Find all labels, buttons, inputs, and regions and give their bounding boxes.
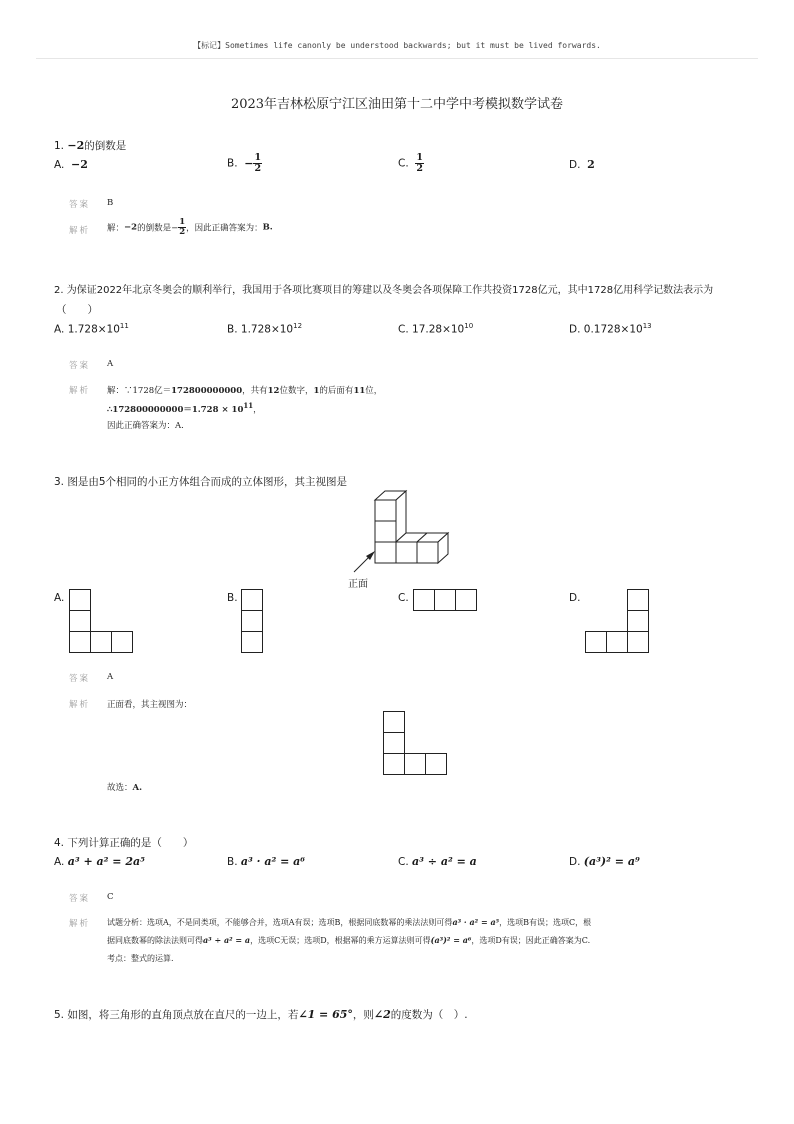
q1-option-d[interactable] xyxy=(569,158,595,171)
q1-option-c-fraction: $\frac{1}{2}$ xyxy=(416,152,423,174)
q1-option-a-value: −2 xyxy=(71,158,88,171)
q1-analysis-label: 解析 xyxy=(69,226,91,236)
q4-option-b[interactable]: B. a³ · a² = a⁶ xyxy=(227,855,306,868)
q2-option-c[interactable]: C. $17.28\times 10^{10}$ xyxy=(398,322,474,336)
q1-option-b-sign: − xyxy=(244,157,254,170)
q1-option-b[interactable] xyxy=(227,153,262,174)
q3-3d-figure xyxy=(344,488,454,584)
header-note: 【标记】Sometimes life canonly be understood backwards; but it must be lived forwards. xyxy=(193,41,601,50)
q2-analysis-line2: ∴172800000000＝1.728 × $10^{11}$， xyxy=(107,401,262,415)
q1-option-a[interactable] xyxy=(54,158,88,171)
q2-answer-label: 答案 xyxy=(69,361,91,371)
q2-option-d[interactable]: D. $0.1728\times 10^{13}$ xyxy=(569,322,652,336)
q3-option-c-figure xyxy=(413,589,479,611)
q1-stem-text: 的倒数是 xyxy=(84,140,127,152)
header-divider xyxy=(36,58,758,59)
q1-option-b-fraction: $\frac{1}{2}$ xyxy=(254,152,262,174)
q1-neg2: −2 xyxy=(67,139,85,152)
q4-analysis-line3: 考点：整式的运算. xyxy=(107,954,174,963)
q1-analysis: 解：−2的倒数是− $\frac{1}{2}$ ，因此正确答案为：B. xyxy=(107,217,273,237)
q1-option-b-label: B. xyxy=(227,157,238,170)
q4-analysis-label: 解析 xyxy=(69,919,91,929)
q2-analysis-label: 解析 xyxy=(69,386,91,396)
q2-stem-line1: 2. 为保证2022年北京冬奥会的顺利举行，我国用于各项比赛项目的筹建以及冬奥会各项保障工作共投资1728亿元，其中1728亿用科学记数法表示为 xyxy=(54,285,714,296)
q3-analysis-line1: 正面看，其主视图为： xyxy=(107,700,193,710)
q3-analysis-label: 解析 xyxy=(69,700,91,710)
q1-stem xyxy=(54,138,126,153)
q5-stem: 5. 如图，将三角形的直角顶点放在直尺的一边上，若∠1 = 65°，则∠2的度数为（ ）. xyxy=(54,1008,468,1021)
q2-analysis-line1: 解：∵1728亿＝172800000000，共有12位数字，1的后面有11位， xyxy=(107,386,383,396)
q3-front-label: 正面 xyxy=(348,579,368,590)
q1-option-c-label: C. xyxy=(398,157,409,170)
q3-option-d-figure xyxy=(585,589,651,653)
q2-stem-line2: （ ） xyxy=(56,304,98,316)
q3-answer: A xyxy=(107,672,114,682)
q1-option-a-label: A. xyxy=(54,159,65,171)
q1-option-d-label: D. xyxy=(569,159,581,171)
q4-answer: C xyxy=(107,892,114,902)
q3-analysis-line2: 故选：A. xyxy=(107,783,143,793)
q1-number: 1. xyxy=(54,140,65,152)
page-title: 2023年吉林松原宁江区油田第十二中学中考模拟数学试卷 xyxy=(230,97,564,112)
q3-answer-label: 答案 xyxy=(69,674,91,684)
q1-answer: B xyxy=(107,198,114,208)
q3-option-d[interactable]: D. xyxy=(569,592,581,604)
q1-answer-label: 答案 xyxy=(69,200,91,210)
q3-analysis-figure xyxy=(383,711,449,775)
q2-option-a[interactable]: A. $1.728\times 10^{11}$ xyxy=(54,322,129,336)
q3-option-c[interactable]: C. xyxy=(398,592,409,604)
q4-analysis-line1: 试题分析：选项A，不是同类项，不能够合并，选项A有误；选项B，根据同底数幂的乘法法则可得a³ · a² = a⁵，选项B有误；选项C，根 xyxy=(107,917,592,927)
q4-option-d[interactable]: D. (a³)² = a⁹ xyxy=(569,855,640,868)
q2-option-b[interactable]: B. $1.728\times 10^{12}$ xyxy=(227,322,303,336)
q3-option-a-figure xyxy=(69,589,135,653)
q3-option-a[interactable]: A. xyxy=(54,592,65,604)
q3-option-b[interactable]: B. xyxy=(227,592,238,604)
q2-analysis-line3: 因此正确答案为：A. xyxy=(107,421,184,431)
q4-option-c[interactable]: C. a³ ÷ a² = a xyxy=(398,855,477,868)
q4-answer-label: 答案 xyxy=(69,894,91,904)
q2-answer: A xyxy=(107,359,114,369)
q4-stem: 4. 下列计算正确的是（ ） xyxy=(54,837,194,849)
q4-analysis-line2: 据同底数幂的除法法则可得a³ ÷ a² = a，选项C无误；选项D，根据幂的乘方运算法则可得(a³)² = a⁶，选项D有误；因此正确答案为C. xyxy=(107,935,591,945)
q3-stem: 3. 图是由5个相同的小正方体组合而成的立体图形，其主视图是 xyxy=(54,476,348,488)
q3-option-b-figure xyxy=(241,589,263,653)
q4-option-a[interactable]: A. a³ + a² = 2a⁵ xyxy=(54,855,145,868)
q1-option-d-value: 2 xyxy=(587,158,595,171)
q1-option-c[interactable] xyxy=(398,153,424,174)
